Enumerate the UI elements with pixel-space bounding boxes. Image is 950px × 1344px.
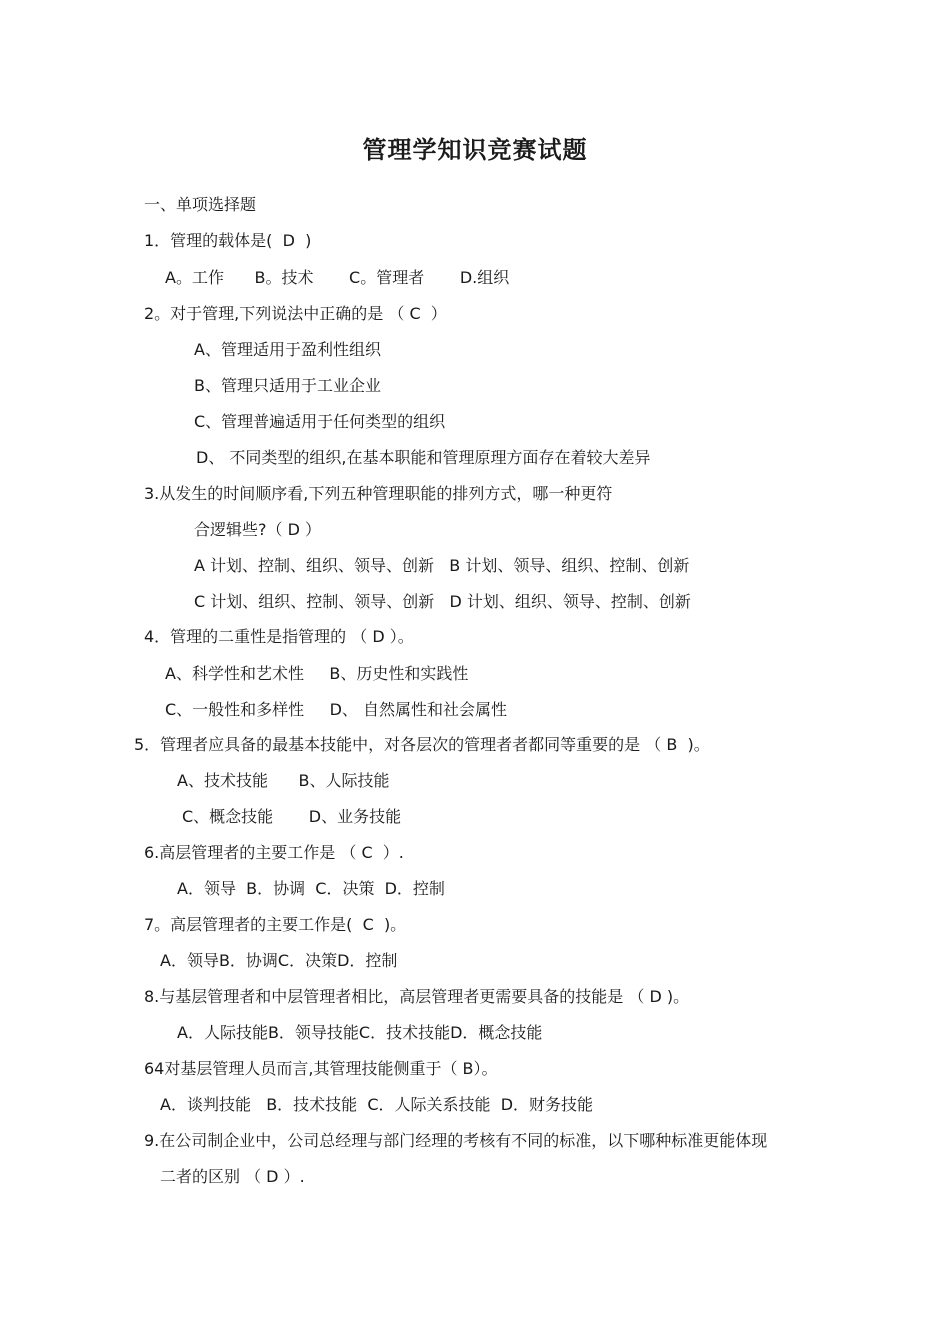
question-1: 1．管理的载体是( D ): [144, 231, 312, 250]
question-5-options-cd: C、概念技能 D、业务技能: [182, 807, 402, 826]
question-8: 8.与基层管理者和中层管理者相比，高层管理者更需要具备的技能是 （ D )。: [144, 987, 690, 1006]
question-6-options: A．领导 B．协调 C．决策 D．控制: [177, 879, 445, 898]
question-4-options-cd: C、一般性和多样性 D、 自然属性和社会属性: [165, 700, 508, 719]
question-6: 6.高层管理者的主要工作是 （ C ）.: [144, 843, 404, 862]
question-2-option-c: C、管理普遍适用于任何类型的组织: [194, 412, 446, 431]
question-2: 2。对于管理,下列说法中正确的是 （ C ）: [144, 304, 447, 323]
question-3: 3.从发生的时间顺序看,下列五种管理职能的排列方式，哪一种更符: [144, 484, 613, 503]
question-1-options: A。工作 B。技术 C。管理者 D.组织: [165, 268, 510, 287]
question-5: 5．管理者应具备的最基本技能中，对各层次的管理者者都同等重要的是 （ B )。: [134, 735, 710, 754]
question-4: 4．管理的二重性是指管理的 （ D ）。: [144, 627, 414, 646]
question-8-options: A．人际技能B．领导技能C．技术技能D．概念技能: [177, 1023, 543, 1042]
document-title: 管理学知识竞赛试题: [362, 136, 588, 164]
question-9: 9.在公司制企业中，公司总经理与部门经理的考核有不同的标准，以下哪种标准更能体现: [144, 1131, 768, 1150]
question-2-option-a: A、管理适用于盈利性组织: [194, 340, 381, 359]
question-7-options: A．领导B．协调C．决策D．控制: [160, 951, 398, 970]
question-64: 64对基层管理人员而言,其管理技能侧重于（ B）。: [144, 1059, 498, 1078]
question-9-continued: 二者的区别 （ D ）.: [160, 1167, 305, 1186]
question-2-option-b: B、管理只适用于工业企业: [194, 376, 381, 395]
question-3-options-cd: C 计划、组织、控制、领导、创新 D 计划、组织、领导、控制、创新: [194, 592, 691, 611]
section-heading: 一、单项选择题: [144, 195, 257, 214]
question-5-options-ab: A、技术技能 B、人际技能: [177, 771, 390, 790]
question-7: 7。高层管理者的主要工作是( C )。: [144, 915, 407, 934]
question-2-option-d: D、 不同类型的组织,在基本职能和管理原理方面存在着较大差异: [196, 448, 651, 467]
question-3-options-ab: A 计划、控制、组织、领导、创新 B 计划、领导、组织、控制、创新: [194, 556, 690, 575]
question-3-continued: 合逻辑些?（ D ）: [194, 520, 321, 539]
question-64-options: A．谈判技能 B．技术技能 C．人际关系技能 D．财务技能: [160, 1095, 594, 1114]
question-4-options-ab: A、科学性和艺术性 B、历史性和实践性: [165, 664, 469, 683]
